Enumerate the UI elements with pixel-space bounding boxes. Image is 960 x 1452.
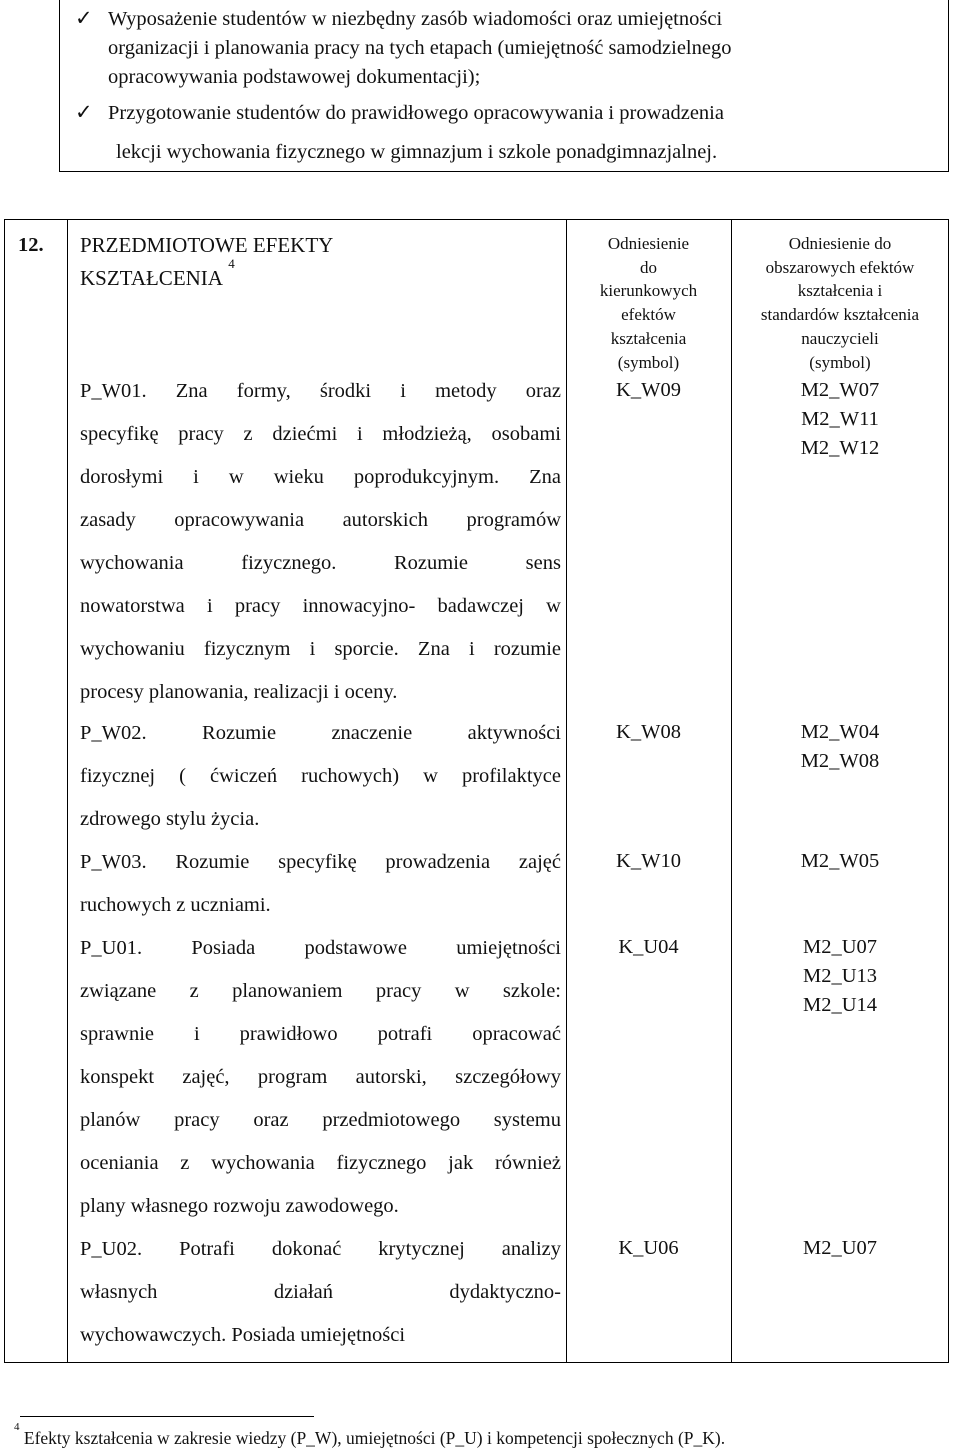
column-header-line: (symbol) [809, 352, 871, 372]
footnote-ref: 4 [228, 256, 235, 271]
table-row-text: nowatorstwa i pracy innowacyjno- badawczej w [80, 595, 561, 617]
table-row-text: procesy planowania, realizacji i oceny. [80, 681, 398, 703]
obszarowy-symbol: M2_U07 [802, 936, 878, 958]
table-divider [67, 219, 68, 1363]
obszarowy-symbol: M2_W04 [800, 721, 880, 743]
outcome-description: Rozumie znaczenie aktywności [202, 722, 561, 744]
table-row-text: zasady opracowywania autorskich programów [80, 509, 561, 531]
kierunkowy-symbol: K_W09 [616, 379, 681, 401]
obszarowy-symbol: M2_U13 [802, 965, 878, 987]
obszarowy-symbol: M2_W07 [800, 379, 880, 401]
table-row-text: zdrowego stylu życia. [80, 808, 260, 830]
column-header-line: Odniesienie [607, 234, 690, 253]
outcome-code: P_W02. [80, 722, 203, 744]
kierunkowy-symbol: K_W10 [616, 850, 681, 872]
table-row-text [80, 851, 561, 873]
outcome-code: P_U02. [80, 1238, 180, 1260]
section-title: PRZEDMIOTOWE EFEKTY KSZTAŁCENIA $^4$ [80, 233, 334, 290]
obszarowy-symbol: M2_U14 [802, 994, 878, 1016]
checkmark-icon: ✓ [75, 6, 93, 30]
outcome-code: P_W01. [80, 380, 176, 402]
column-header-line: kształcenia i [797, 281, 883, 301]
outcome-code: P_U01. [80, 937, 192, 959]
column-header-line: obszarowych efektów [765, 257, 915, 277]
kierunkowy-symbol: K_W08 [616, 721, 681, 743]
table-row-text: ruchowych z uczniami. [80, 894, 271, 916]
table-row-text: własnych działań dydaktyczno- [80, 1281, 561, 1303]
objective-line: Wyposażenie studentów w niezbędny zasób wiadomości oraz umiejętności [108, 8, 723, 30]
table-row-text: związane z planowaniem pracy w szkole: [80, 980, 561, 1002]
table-row-text: dorosłymi i w wieku poprodukcyjnym. Zna [80, 466, 561, 488]
table-row-text: planów pracy oraz przedmiotowego systemu [80, 1109, 561, 1131]
objective-line: Przygotowanie studentów do prawidłowego opracowywania i prowadzenia [108, 102, 724, 124]
column-header-line: nauczycieli [801, 328, 879, 348]
obszarowy-symbol: M2_U07 [802, 1237, 878, 1259]
objective-line: opracowywania podstawowej dokumentacji); [108, 66, 481, 88]
table-row-text: plany własnego rozwoju zawodowego. [80, 1195, 399, 1217]
column-header-line: (symbol) [617, 352, 680, 372]
obszarowy-symbol: M2_W08 [800, 750, 880, 772]
obszarowy-symbol: M2_W05 [800, 850, 880, 872]
table-row-text: wychowania fizycznego. Rozumie sens [80, 552, 561, 574]
outcome-description: Potrafi dokonać krytycznej analizy [179, 1238, 561, 1260]
table-row-text [80, 937, 561, 959]
table-row-text [80, 380, 561, 402]
column-header-line: efektów [621, 305, 676, 325]
column-header-obszarowe [733, 232, 947, 374]
outcome-description: Zna formy, środki i metody oraz [175, 380, 561, 402]
table-row-text: wychowaniu fizycznym i sporcie. Zna i rozumie [80, 638, 561, 660]
column-header-kierunkowe [566, 232, 731, 374]
outcome-code: P_W03. [80, 851, 176, 873]
column-header-line: kształcenia [610, 328, 687, 348]
table-row-text [80, 722, 561, 744]
kierunkowy-symbol: K_U04 [618, 936, 679, 958]
table-row-text: sprawnie i prawidłowo potrafi opracować [80, 1023, 561, 1045]
table-row-text: wychowawczych. Posiada umiejętności [80, 1324, 406, 1346]
table-row-text: konspekt zajęć, program autorski, szczegółowy [80, 1066, 561, 1088]
objective-line: lekcji wychowania fizycznego w gimnazjum i szkole ponadgimnazjalnej. [116, 141, 718, 163]
table-row-text: specyfikę pracy z dziećmi i młodzieżą, osobami [80, 423, 561, 445]
table-row-text: fizycznej ( ćwiczeń ruchowych) w profilaktyce [80, 765, 561, 787]
column-header-line: kierunkowych [599, 281, 698, 301]
section-number: 12. [18, 234, 44, 256]
checkmark-icon: ✓ [75, 100, 93, 124]
column-header-line: Odniesienie do [788, 234, 892, 253]
footnote-separator [20, 1416, 314, 1417]
column-header-line: standardów kształcenia [760, 305, 920, 325]
table-row-text: oceniania z wychowania fizycznego jak również [80, 1152, 561, 1174]
table-divider [731, 219, 732, 1363]
footnote: $^4$ Efekty kształcenia w zakresie wiedzy (P_W), umiejętności (P_U) i kompetencji społecznych (P_K). [14, 1421, 726, 1448]
obszarowy-symbol: M2_W11 [801, 408, 879, 430]
kierunkowy-symbol: K_U06 [618, 1237, 679, 1259]
outcome-description: Rozumie specyfikę prowadzenia zajęć [175, 851, 561, 873]
column-header-line: do [640, 257, 657, 277]
objective-line: organizacji i planowania pracy na tych etapach (umiejętność samodzielnego [108, 37, 732, 59]
outcome-description: Posiada podstawowe umiejętności [191, 937, 561, 959]
table-row-text [80, 1238, 561, 1260]
obszarowy-symbol: M2_W12 [800, 437, 880, 459]
